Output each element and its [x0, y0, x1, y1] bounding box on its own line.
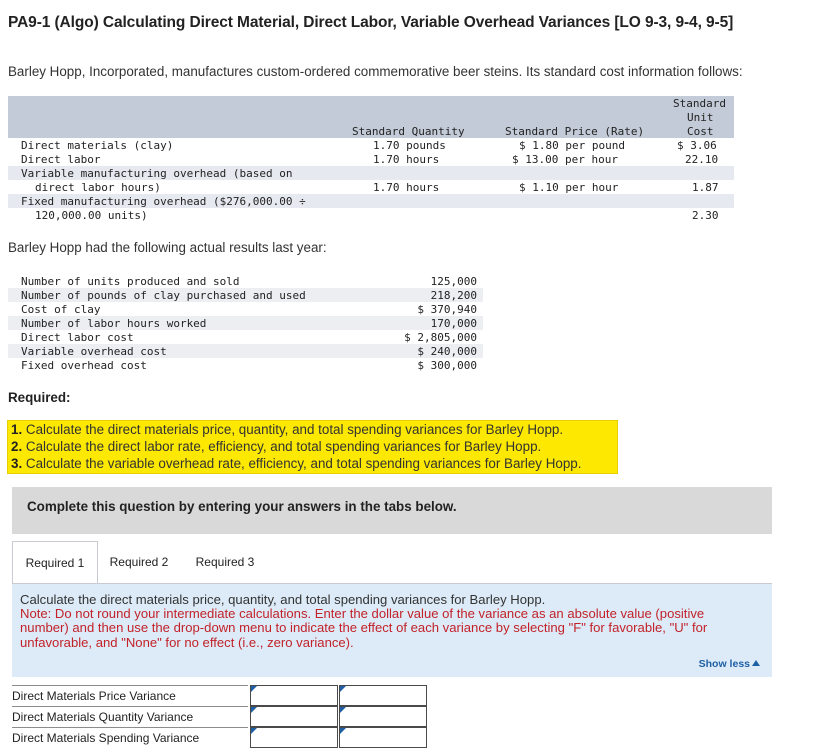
tab-required-2[interactable]: Required 2 [109, 555, 169, 569]
header-unit-cost-1: Standard [673, 97, 726, 110]
row-quantity: 1.70 pounds [373, 139, 446, 152]
required-heading: Required: [8, 390, 71, 405]
actual-value: $ 2,805,000 [404, 331, 477, 344]
header-unit-cost-2: Unit [687, 111, 714, 124]
variance-effect-select[interactable] [339, 727, 427, 748]
variance-label: Direct Materials Quantity Variance [12, 706, 248, 728]
required-item: 2. Calculate the direct labor rate, efficiency, and total spending variances for Barley Hopp. [11, 439, 542, 454]
note-text: Note: Do not round your intermediate calculations. Enter the dollar value of the variance as an absolute value (positive number) and then use the drop-down menu to indicate the effect of each variance by selecting "F" for favorable, "U" for unfavorable, and "None" for no effect (i.e., zero variance). [20, 606, 708, 650]
triangle-up-icon [752, 660, 760, 666]
actual-value: 125,000 [430, 275, 477, 288]
actual-value: 170,000 [430, 317, 477, 330]
actual-value: $ 300,000 [417, 359, 477, 372]
required-item: 3. Calculate the variable overhead rate, efficiency, and total spending variances for Barley Hopp. [11, 456, 582, 471]
instructions-text: Complete this question by entering your answers in the tabs below. [27, 499, 457, 514]
actual-value: $ 370,940 [417, 303, 477, 316]
row-price: $ 13.00 per hour [512, 153, 618, 166]
tab-required-1[interactable]: Required 1 [12, 541, 98, 584]
question-panel [12, 584, 772, 677]
row-quantity: 1.70 hours [373, 153, 440, 166]
tab-required-3[interactable]: Required 3 [195, 555, 255, 569]
row-cost: 2.30 [692, 209, 719, 222]
row-quantity: 1.70 hours [373, 181, 440, 194]
required-item: 1. Calculate the direct materials price, quantity, and total spending variances for Barley Hopp. [11, 422, 564, 437]
actual-value: $ 240,000 [417, 345, 477, 358]
question-text: Calculate the direct materials price, quantity, and total spending variances for Barley Hopp. [20, 592, 546, 607]
actual-label: Number of labor hours worked [21, 317, 207, 330]
show-less-link[interactable]: Show less [699, 658, 760, 670]
actual-label: Fixed overhead cost [21, 359, 147, 372]
standard-cost-table [8, 96, 734, 224]
variance-amount-input[interactable] [250, 727, 338, 748]
row-price: $ 1.10 per hour [519, 181, 619, 194]
variance-effect-select[interactable] [339, 685, 427, 706]
intro-text: Barley Hopp, Incorporated, manufactures custom-ordered commemorative beer steins. Its standard cost information follows: [8, 64, 743, 79]
actual-label: Direct labor cost [21, 331, 134, 344]
actual-results-table [8, 274, 483, 374]
row-label: Variable manufacturing overhead (based on [21, 167, 293, 180]
row-label: Direct materials (clay) [21, 139, 174, 152]
header-unit-cost-3: Cost [687, 125, 714, 138]
variance-amount-input[interactable] [250, 685, 338, 706]
actual-label: Cost of clay [21, 303, 101, 316]
row-price: $ 1.80 per pound [519, 139, 625, 152]
required-list [7, 420, 618, 474]
row-cost: 1.87 [692, 181, 719, 194]
header-standard-quantity: Standard Quantity [352, 125, 465, 138]
actual-label: Number of units produced and sold [21, 275, 240, 288]
variance-amount-input[interactable] [250, 706, 338, 727]
row-label: Fixed manufacturing overhead ($276,000.00 ÷ [21, 195, 306, 208]
page-title: PA9-1 (Algo) Calculating Direct Material, Direct Labor, Variable Overhead Variances [LO 9-3, 9-4, 9-5] [8, 14, 734, 31]
row-label-continued: direct labor hours) [35, 181, 161, 194]
row-cost: $ 3.06 [677, 139, 717, 152]
actual-label: Variable overhead cost [21, 345, 167, 358]
variance-effect-select[interactable] [339, 706, 427, 727]
variance-label: Direct Materials Price Variance [12, 685, 248, 707]
row-label-continued: 120,000.00 units) [35, 209, 148, 222]
row-cost: 22.10 [685, 153, 719, 166]
instructions-bar [12, 487, 772, 534]
actual-label: Number of pounds of clay purchased and used [21, 289, 306, 302]
header-standard-price: Standard Price (Rate) [505, 125, 645, 138]
row-label: Direct labor [21, 153, 101, 166]
actual-results-intro: Barley Hopp had the following actual results last year: [8, 240, 327, 255]
variance-label: Direct Materials Spending Variance [12, 727, 248, 749]
actual-value: 218,200 [430, 289, 477, 302]
